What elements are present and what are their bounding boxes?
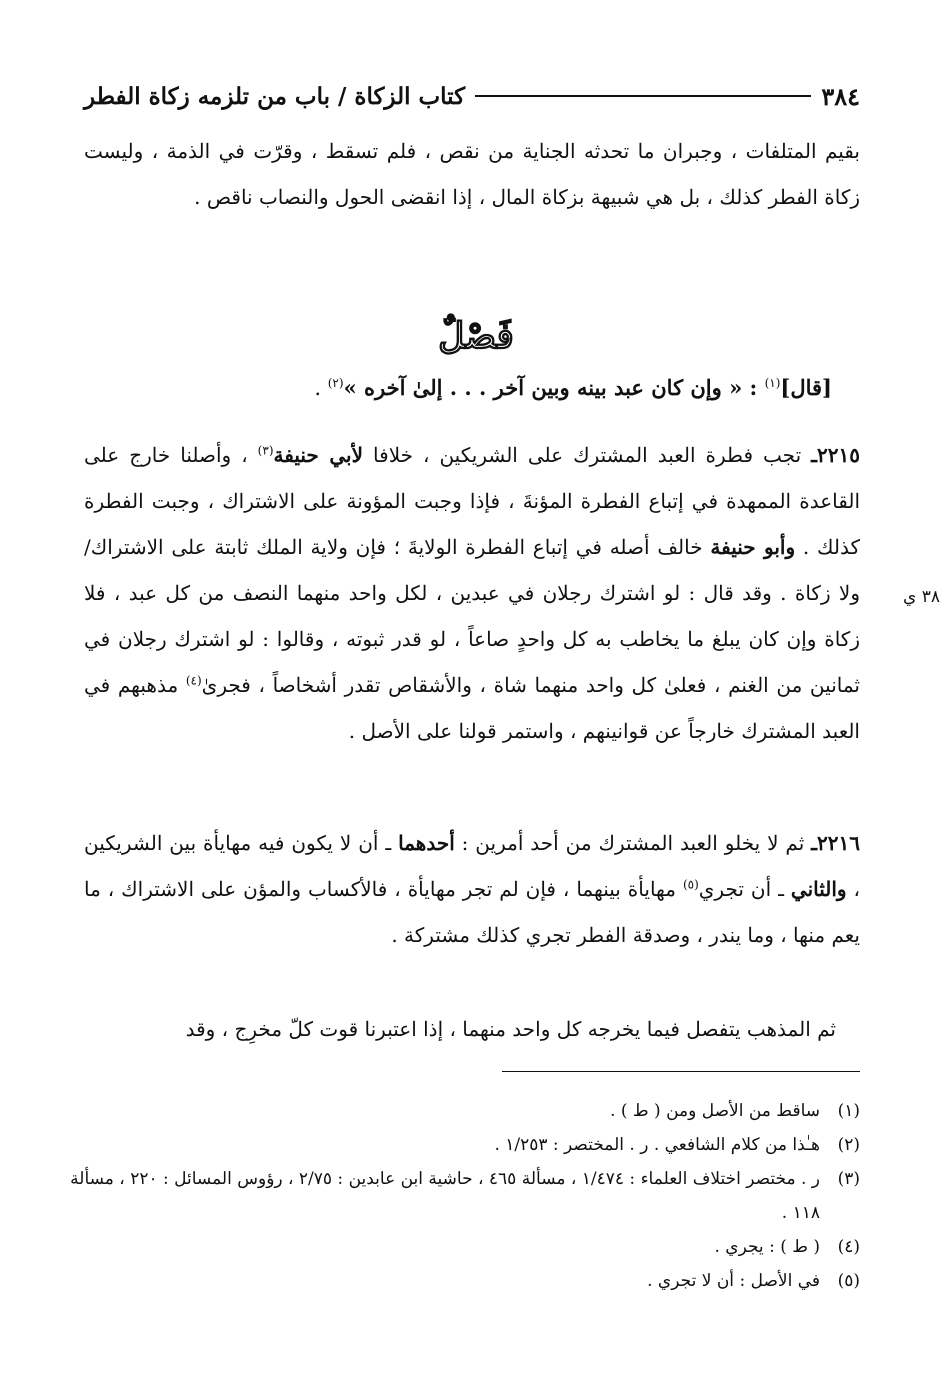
margin-note: ٣٨ ي xyxy=(903,587,940,607)
qala-text-ref: (٢) xyxy=(327,376,344,390)
bold-name: لأبي حنيفة xyxy=(273,443,364,467)
footnote xyxy=(70,1264,860,1298)
paragraph-text: تجب فطرة العبد المشترك على الشريكين ، خلافا xyxy=(363,443,812,467)
qala-label: [قال] xyxy=(780,375,832,400)
qala-line xyxy=(132,368,832,408)
footnote-ref: (٥) xyxy=(682,877,699,892)
paragraph-text: مذهبهم في العبد المشترك خارجاً عن قوانينهم ، واستمر قولنا على الأصل . xyxy=(84,673,860,743)
intro-paragraph: بقيم المتلفات ، وجبران ما تحدثه الجناية من نقص ، فلم تسقط ، وقرّت في الذمة ، وليست زكاة الفطر كذلك ، بل هي شبيهة بزكاة المال ، إذا انقضى الحول والنصاب ناقص . xyxy=(84,139,860,209)
footnote-text: هـٰذا من كلام الشافعي . ر . المختصر : ١/٢٥٣ . xyxy=(494,1135,820,1155)
footnote xyxy=(70,1162,860,1230)
header-rule xyxy=(475,95,811,97)
footnote-number: (٥) xyxy=(837,1271,860,1291)
paragraph-number: ٢٢١٦ـ xyxy=(811,831,860,855)
section-heading-ornament xyxy=(416,306,536,362)
footnote-number: (٤) xyxy=(837,1237,860,1257)
footnote xyxy=(70,1128,860,1162)
footnote-text: في الأصل : أن لا تجري . xyxy=(647,1271,820,1291)
footnote-text: ساقط من الأصل ومن ( ط ) . xyxy=(610,1101,820,1121)
footnote-ref: (٤) xyxy=(185,673,202,688)
paragraph-number: ٢٢١٥ـ xyxy=(811,443,860,467)
section-heading: فَصْلٌ xyxy=(438,315,514,357)
bold-term: والثاني xyxy=(790,877,847,901)
footnote-ref: (٣) xyxy=(257,443,274,458)
footnote xyxy=(70,1230,860,1264)
paragraph-text: ، وأصلنا خارج على القاعدة الممهدة في إتباع الفطرة المؤنةَ ، فإذا وجبت المؤونة على الاشتراك ، وجبت الفطرة كذلك . xyxy=(84,443,860,559)
qala-text: : « وإن كان عبد بينه وبين آخر . . . إلىٰ آخره » xyxy=(343,375,765,400)
paragraph-text: ـ أن تجري xyxy=(698,877,791,901)
qala-label-ref: (١) xyxy=(764,376,781,390)
paragraph-2216 xyxy=(84,820,860,958)
paragraph-text: ثم لا يخلو العبد المشترك من أحد أمرين : xyxy=(454,831,812,855)
page-number: ٣٨٤ xyxy=(821,81,860,111)
paragraph-2215 xyxy=(84,432,860,754)
footnote-number: (٣) xyxy=(837,1169,860,1189)
paragraph-text: خالف أصله في إتباع الفطرة الولايةَ ؛ فإن ولاية الملك ثابتة على الاشتراك/ ولا زكاة . وقد قال : لو اشترك رجلان في عبدين ، لكل واحد منهما النصف من كل عبد ، فلا زكاة وإن كان يبلغ ما يخاطب به كل واحدٍ صاعاً ، لو قدر ثبوته ، وقالوا : لو اشترك رجلان في ثمانين من الغنم ، فعلىٰ كل واحد منهما شاة ، والأشقاص تقدر أشخاصاً ، فجرىٰ xyxy=(84,535,860,697)
footnote-number: (٢) xyxy=(837,1135,860,1155)
footnote-text: ر . مختصر اختلاف العلماء : ١/٤٧٤ ، مسألة ٤٦٥ ، حاشية ابن عابدين : ٢/٧٥ ، رؤوس المسائل : ٢٢٠ ، مسألة ١١٨ . xyxy=(70,1169,820,1223)
running-header xyxy=(84,76,860,116)
footnote-text: ( ط ) : يجري . xyxy=(714,1237,820,1257)
bold-name: وأبو حنيفة xyxy=(710,535,796,559)
bold-term: أحدهما xyxy=(398,831,455,855)
header-title: كتاب الزكاة / باب من تلزمه زكاة الفطر xyxy=(84,82,466,110)
footnote-separator xyxy=(502,1071,860,1072)
footnote-number: (١) xyxy=(837,1101,860,1121)
footnote xyxy=(70,1094,860,1128)
paragraph-text: مهايأة بينهما ، فإن لم تجر مهايأة ، فالأكساب والمؤن على الاشتراك ، ما يعم منها ، وما يندر ، وصدقة الفطر تجري كذلك مشتركة . xyxy=(84,877,860,947)
footnotes xyxy=(70,1094,860,1298)
paragraph-text: ـ أن لا يكون فيه مهايأة بين الشريكين ، xyxy=(84,831,861,901)
closing-paragraph: ثم المذهب يتفصل فيما يخرجه كل واحد منهما ، إذا اعتبرنا قوت كلّ مخرِج ، وقد xyxy=(185,1017,836,1041)
qala-end: . xyxy=(314,376,328,400)
